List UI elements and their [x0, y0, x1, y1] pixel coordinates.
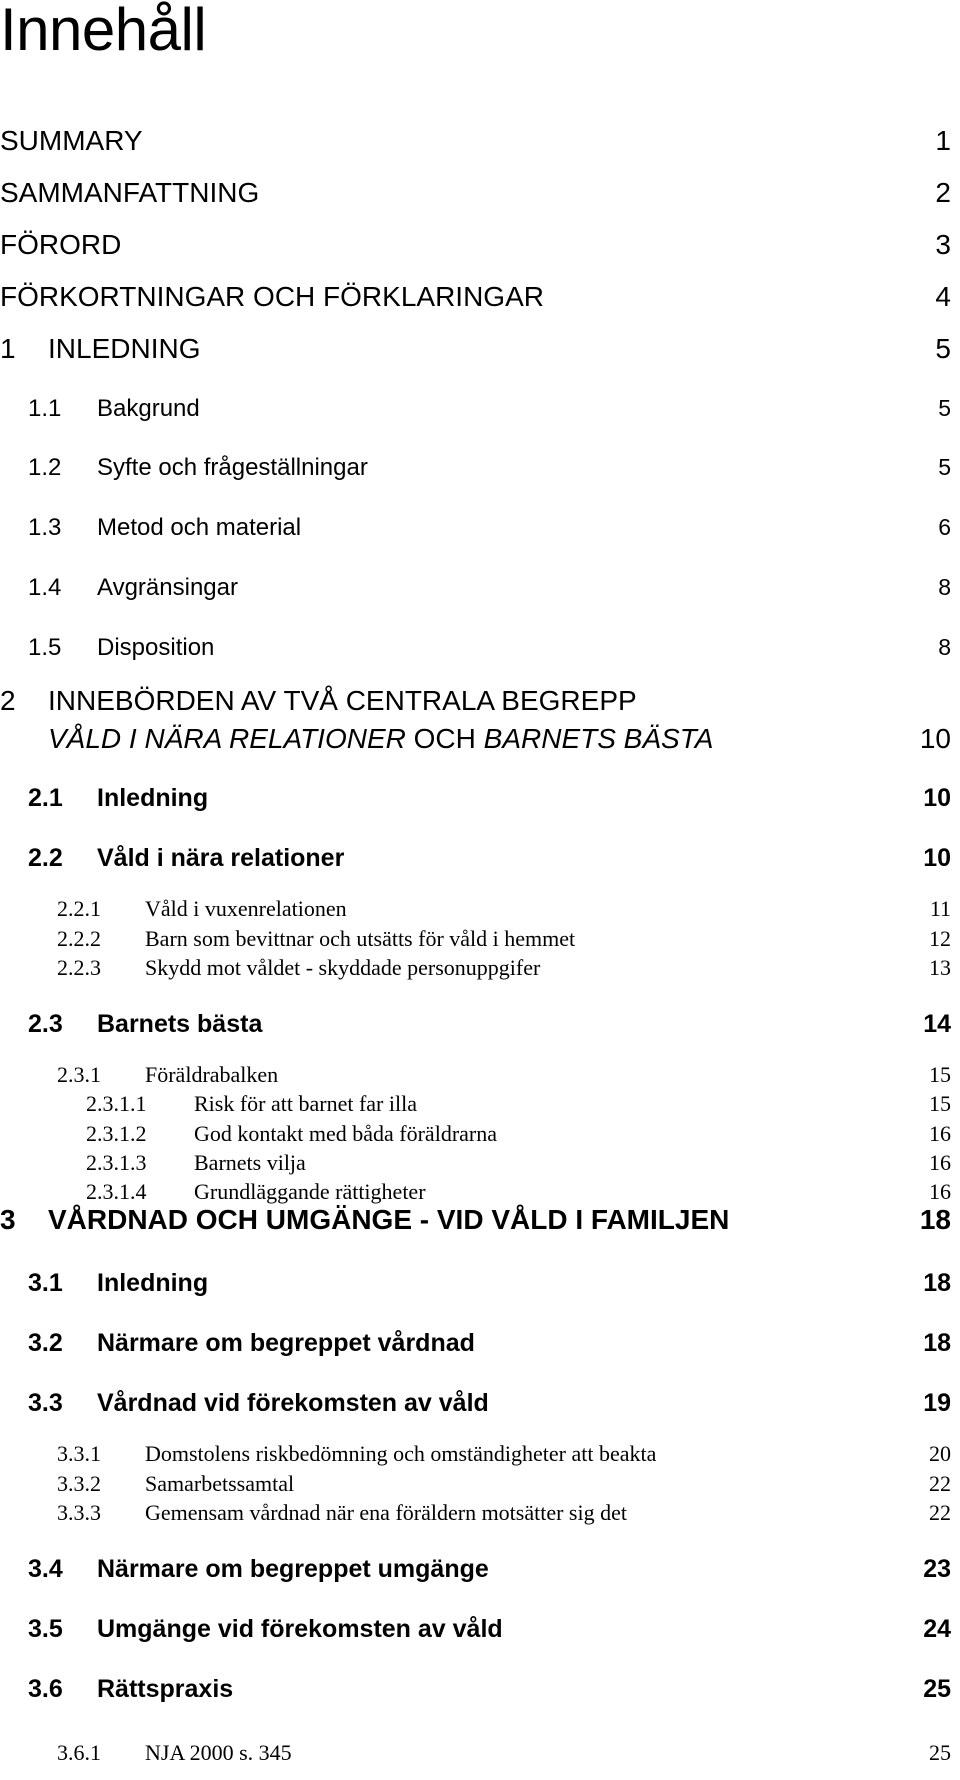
- toc-title: VÅRDNAD OCH UMGÄNGE - VID VÅLD I FAMILJEN: [48, 1204, 730, 1235]
- toc-number: 2.3.1.3: [86, 1150, 147, 1175]
- toc-page-number: 18: [923, 1329, 951, 1357]
- toc-page-number: 22: [929, 1471, 951, 1496]
- toc-page-number: 15: [929, 1091, 951, 1116]
- toc-number: 1: [0, 333, 16, 364]
- toc-number: 3.3.2: [57, 1471, 101, 1496]
- toc-page-number: 16: [929, 1150, 951, 1175]
- toc-title-continued: [48, 725, 713, 753]
- toc-number: 3.6: [28, 1675, 63, 1703]
- toc-title-italic: VÅLD I NÄRA RELATIONER: [48, 723, 406, 754]
- toc-title: FÖRKORTNINGAR OCH FÖRKLARINGAR: [0, 281, 544, 312]
- toc-number: 1.3: [28, 514, 62, 541]
- toc-title: Syfte och frågeställningar: [97, 454, 368, 481]
- toc-title: Barnets vilja: [194, 1150, 306, 1175]
- toc-number: 3.4: [28, 1555, 63, 1583]
- toc-page-number: 13: [929, 955, 951, 980]
- toc-number: 2.3.1.1: [86, 1091, 147, 1116]
- toc-number: 3: [0, 1204, 16, 1235]
- toc-title: Umgänge vid förekomsten av våld: [97, 1615, 503, 1643]
- toc-title: Avgränsingar: [97, 574, 238, 601]
- toc-page-number: 3: [935, 229, 951, 260]
- toc-number: 3.2: [28, 1329, 63, 1357]
- toc-title: Grundläggande rättigheter: [194, 1179, 426, 1204]
- toc-page-number: 15: [929, 1062, 951, 1087]
- toc-title: Metod och material: [97, 514, 302, 541]
- toc-title: Vårdnad vid förekomsten av våld: [97, 1389, 489, 1417]
- toc-page-number: 25: [923, 1675, 951, 1703]
- toc-number: 3.3: [28, 1389, 63, 1417]
- toc-page-number: 23: [923, 1555, 951, 1583]
- toc-number: 2.1: [28, 784, 63, 812]
- toc-title: NJA 2000 s. 345: [145, 1740, 292, 1765]
- toc-title: Barn som bevittnar och utsätts för våld i hemmet: [145, 926, 576, 951]
- toc-number: 1.5: [28, 634, 62, 661]
- toc-number: 3.6.1: [57, 1740, 101, 1765]
- toc-number: 3.1: [28, 1269, 63, 1297]
- toc-number: 2.2.3: [57, 955, 101, 980]
- toc-page-number: 24: [923, 1615, 951, 1643]
- toc-page-number: 16: [929, 1179, 951, 1204]
- toc-number: 2.3.1.2: [86, 1121, 147, 1146]
- toc-number: 2.2.1: [57, 896, 101, 921]
- toc-title: Bakgrund: [97, 395, 200, 422]
- toc-title: Barnets bästa: [97, 1010, 263, 1038]
- toc-page-number: 25: [929, 1740, 951, 1765]
- toc-page-number: 20: [929, 1441, 951, 1466]
- toc-page-number: 1: [935, 125, 951, 156]
- toc-page-number: 4: [935, 281, 951, 312]
- toc-title: Samarbetssamtal: [145, 1471, 295, 1496]
- toc-page-number: 18: [923, 1269, 951, 1297]
- page-title: Innehåll: [0, 0, 207, 63]
- toc-page-number: 2: [935, 177, 951, 208]
- toc-number: 2.3: [28, 1010, 63, 1038]
- toc-title: SUMMARY: [0, 125, 143, 156]
- toc-number: 2.2.2: [57, 926, 101, 951]
- toc-page-number: 22: [929, 1500, 951, 1525]
- toc-title: FÖRORD: [0, 229, 122, 260]
- toc-number: 2.3.1: [57, 1062, 101, 1087]
- toc-page-number: 5: [938, 454, 951, 480]
- toc-title: INNEBÖRDEN AV TVÅ CENTRALA BEGREPP: [48, 685, 637, 716]
- toc-title-italic: BARNETS BÄSTA: [483, 723, 714, 754]
- toc-number: 1.1: [28, 395, 62, 422]
- toc-title: Rättspraxis: [97, 1675, 234, 1703]
- toc-number: 2.2: [28, 844, 63, 872]
- toc-title: Skydd mot våldet - skyddade personuppgifer: [145, 955, 541, 980]
- toc-title: Föräldrabalken: [145, 1062, 279, 1087]
- toc-title: INLEDNING: [48, 333, 201, 364]
- toc-number: 3.3.3: [57, 1500, 101, 1525]
- toc-number: 2: [0, 685, 16, 716]
- toc-page-number: 8: [938, 634, 951, 660]
- toc-page-number: 18: [919, 1204, 951, 1235]
- toc-title-connector: OCH: [405, 723, 484, 754]
- toc-page-number: 10: [919, 723, 951, 754]
- toc-page-number: 12: [929, 926, 951, 951]
- toc-page-number: 5: [935, 333, 951, 364]
- toc-title: Våld i nära relationer: [97, 844, 345, 872]
- toc-page-number: 14: [923, 1010, 951, 1038]
- toc-page-number: 5: [938, 395, 951, 421]
- toc-number: 3.3.1: [57, 1441, 101, 1466]
- toc-title: Disposition: [97, 634, 215, 661]
- toc-title: Närmare om begreppet vårdnad: [97, 1329, 475, 1357]
- toc-title: Domstolens riskbedömning och omständigheter att beakta: [145, 1441, 657, 1466]
- toc-number: 3.5: [28, 1615, 63, 1643]
- toc-page-number: 6: [938, 514, 951, 540]
- toc-number: 1.2: [28, 454, 62, 481]
- toc-page-number: 10: [923, 784, 951, 812]
- toc-title: Inledning: [97, 784, 209, 812]
- toc-title: God kontakt med båda föräldrarna: [194, 1121, 497, 1146]
- toc-title: SAMMANFATTNING: [0, 177, 260, 208]
- toc-number: 2.3.1.4: [86, 1179, 147, 1204]
- toc-title: Närmare om begreppet umgänge: [97, 1555, 489, 1583]
- toc-number: 1.4: [28, 574, 62, 601]
- toc-page-number: 10: [923, 844, 951, 872]
- toc-title: Gemensam vårdnad när ena föräldern motsätter sig det: [145, 1500, 627, 1525]
- toc-page-number: 8: [938, 574, 951, 600]
- toc-page-number: 11: [929, 896, 951, 921]
- toc-title: Våld i vuxenrelationen: [145, 896, 347, 921]
- toc-page-number: 16: [929, 1121, 951, 1146]
- toc-title: Risk för att barnet far illa: [194, 1091, 417, 1116]
- toc-page-number: 19: [923, 1389, 951, 1417]
- toc-title: Inledning: [97, 1269, 209, 1297]
